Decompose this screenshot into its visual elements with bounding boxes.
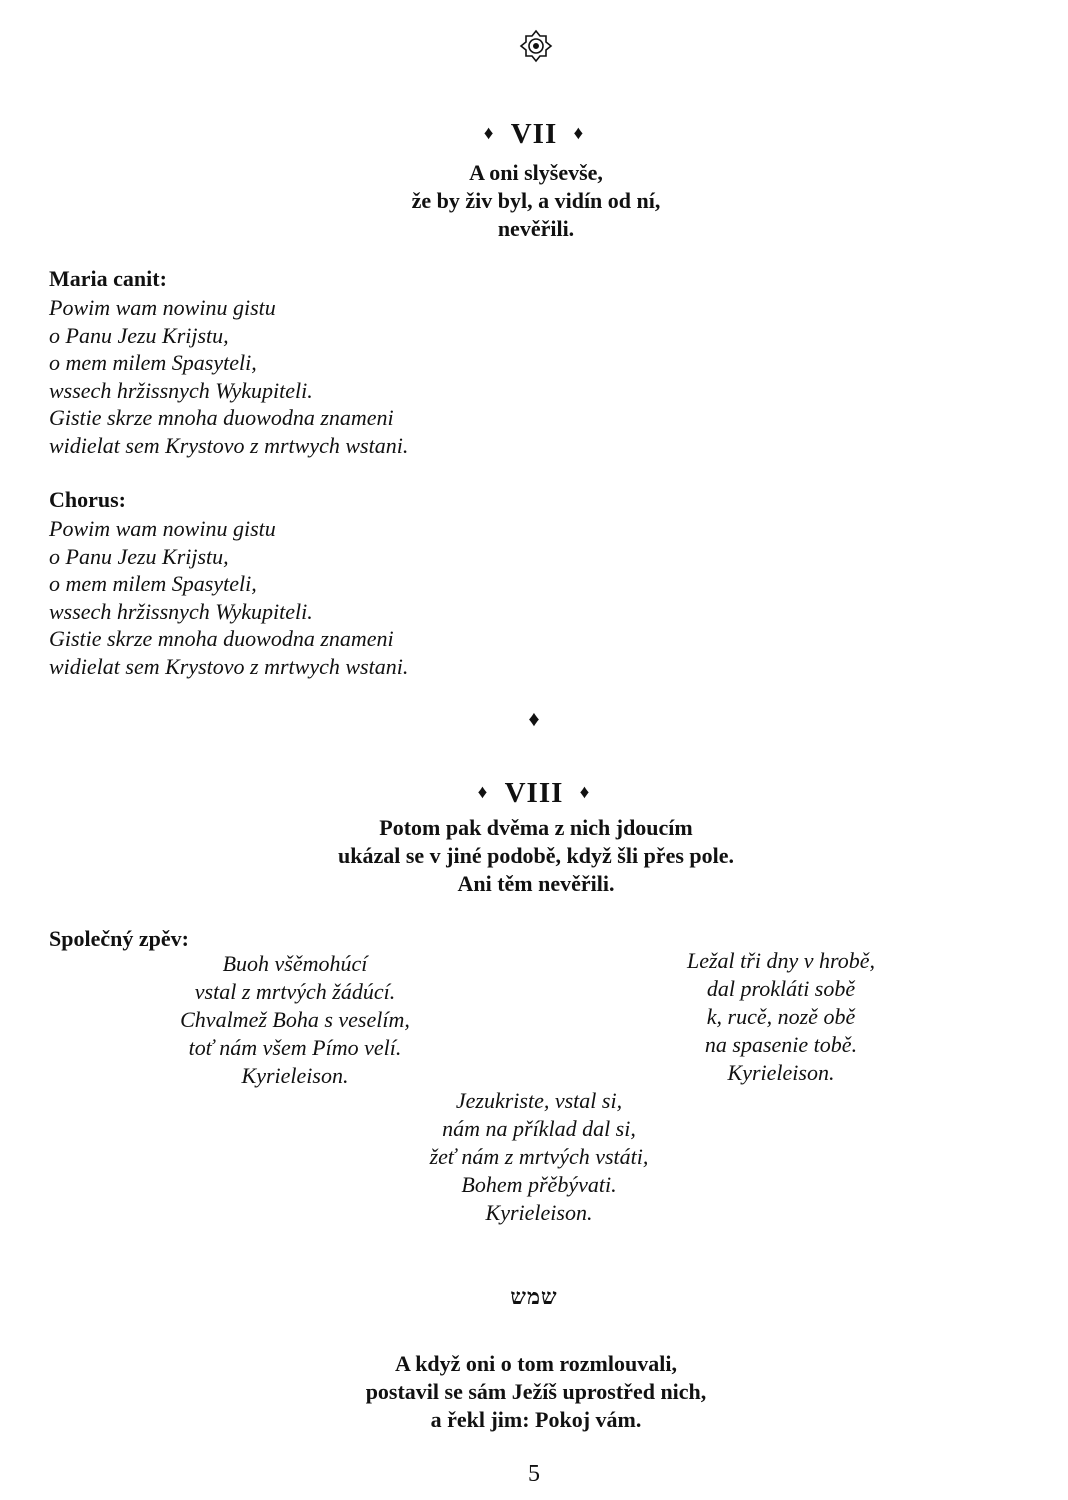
section-vii-numeral: VII bbox=[510, 118, 558, 150]
verse-line: wssech hržissnych Wykupiteli. bbox=[49, 598, 313, 624]
lead-line: Potom pak dvěma z nich jdoucím bbox=[379, 815, 693, 840]
stanza-line: nám na příklad dal si, bbox=[442, 1116, 636, 1141]
lead-line: A když oni o tom rozmlouvali, bbox=[395, 1351, 677, 1376]
section-vii-lead bbox=[334, 159, 738, 243]
diamond-icon: ♦ bbox=[579, 782, 591, 804]
lead-line: nevěřili. bbox=[497, 216, 575, 241]
stanza-left bbox=[150, 950, 440, 1090]
verse-line: o Panu Jezu Krijstu, bbox=[49, 322, 229, 348]
page-number: 5 bbox=[528, 1461, 540, 1487]
verse-line: o mem milem Spasyteli, bbox=[49, 571, 257, 596]
lead-line: A oni slyševše, bbox=[469, 160, 603, 185]
stanza-line: dal prokláti sobě bbox=[706, 976, 856, 1001]
stanza-line: Bohem přěbývati. bbox=[461, 1172, 617, 1197]
maria-label: Maria canit: bbox=[49, 266, 167, 291]
chorus-verse bbox=[49, 515, 408, 680]
stanza-line: vstal z mrtvých žádúcí. bbox=[194, 979, 396, 1004]
closing-lead bbox=[284, 1350, 788, 1434]
stanza-line: Kyrieleison. bbox=[241, 1063, 349, 1088]
section-vii-heading bbox=[0, 118, 1068, 151]
common-song-label: Společný zpěv: bbox=[49, 926, 189, 951]
lead-line: že by živ byl, a vidín od ní, bbox=[411, 188, 661, 213]
verse-line: Gistie skrze mnoha duowodna znameni bbox=[49, 405, 394, 430]
lead-line: ukázal se v jiné podobě, když šli přes pole. bbox=[337, 843, 735, 868]
diamond-icon: ♦ bbox=[477, 782, 489, 804]
verse-line: o mem milem Spasyteli, bbox=[49, 350, 257, 375]
verse-line: Gistie skrze mnoha duowodna znameni bbox=[49, 626, 394, 651]
separator-diamond-icon: ♦ bbox=[528, 706, 540, 731]
verse-line: o Panu Jezu Krijstu, bbox=[49, 543, 229, 569]
verse-line: widielat sem Krystovo z mrtwych wstani. bbox=[49, 432, 409, 458]
lead-line: Ani těm nevěřili. bbox=[457, 871, 615, 896]
stanza-line: žeť nám z mrtvých vstáti, bbox=[429, 1144, 649, 1169]
stanza-line: Kyrieleison. bbox=[727, 1060, 835, 1085]
maria-verse bbox=[49, 294, 408, 459]
stanza-line: Kyrieleison. bbox=[485, 1200, 593, 1225]
verse-line: wssech hržissnych Wykupiteli. bbox=[49, 377, 313, 403]
diamond-icon: ♦ bbox=[483, 123, 495, 145]
chorus-label: Chorus: bbox=[49, 487, 127, 512]
stanza-right bbox=[650, 947, 912, 1087]
stanza-middle bbox=[394, 1087, 684, 1227]
stanza-line: Chvalmež Boha s veselím, bbox=[180, 1007, 410, 1032]
stanza-line: Jezukriste, vstal si, bbox=[455, 1088, 623, 1113]
section-viii-heading bbox=[0, 777, 1068, 810]
stanza-line: Buoh všěmohúcí bbox=[222, 951, 368, 976]
verse-line: Powim wam nowinu gistu bbox=[49, 295, 276, 320]
diamond-icon: ♦ bbox=[573, 123, 585, 145]
hebrew-word: שמש bbox=[510, 1284, 558, 1309]
verse-line: Powim wam nowinu gistu bbox=[49, 516, 276, 541]
stanza-line: k, rucě, nozě obě bbox=[706, 1004, 856, 1029]
section-viii-lead bbox=[274, 814, 798, 898]
stanza-line: toť nám všem Pímo velí. bbox=[188, 1035, 402, 1060]
lead-line: a řekl jim: Pokoj vám. bbox=[430, 1407, 642, 1432]
rosette-ornament-icon bbox=[519, 29, 553, 63]
section-viii-numeral: VIII bbox=[504, 777, 564, 809]
stanza-line: Ležal tři dny v hrobě, bbox=[687, 948, 875, 973]
lead-line: postavil se sám Ježíš uprostřed nich, bbox=[365, 1379, 707, 1404]
verse-line: widielat sem Krystovo z mrtwych wstani. bbox=[49, 653, 409, 679]
stanza-line: na spasenie tobě. bbox=[704, 1032, 858, 1057]
